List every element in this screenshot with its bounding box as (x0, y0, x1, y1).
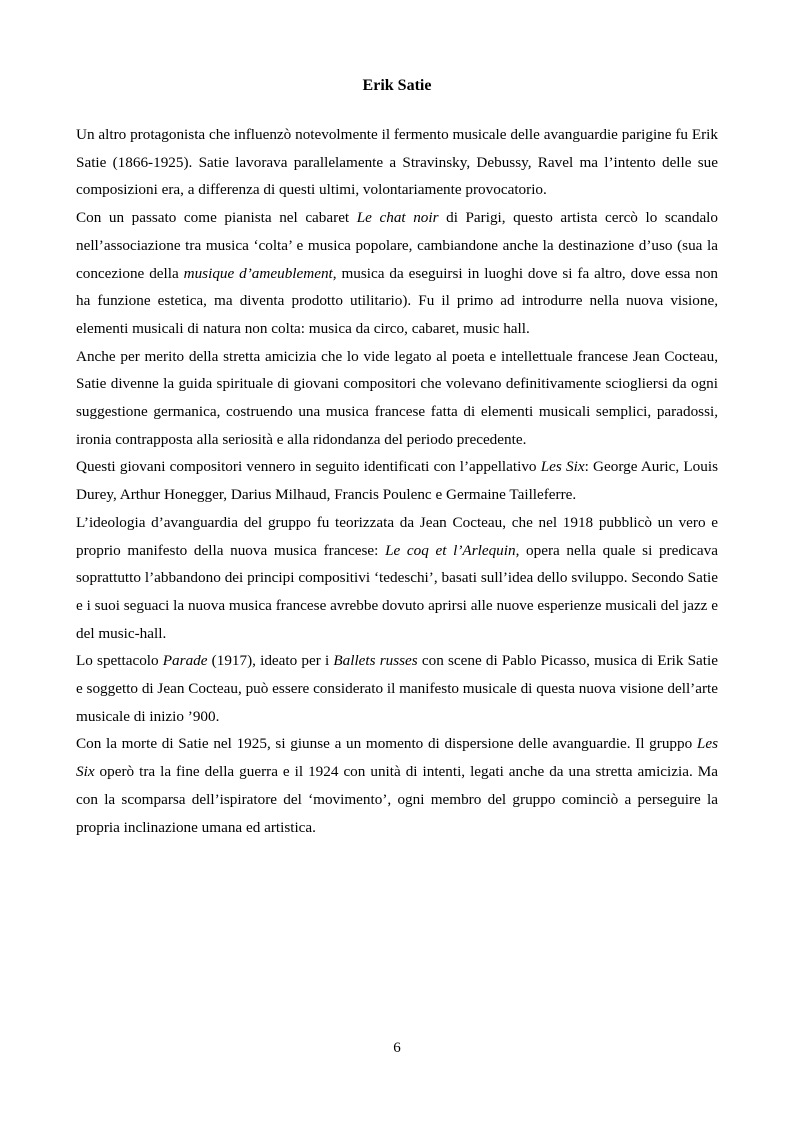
paragraph-7 (76, 730, 718, 841)
italic-title-text: Parade (162, 652, 208, 670)
paragraph-text: , opera nella quale si predicava soprattutto l’abbandono dei principi compositivi ‘tedeschi’, basati sull’idea dello sviluppo. Secondo Satie e i suoi seguaci la nuova musica francese avrebbe dovuto aprirsi alle nuove esperienze musicali del jazz e del music-hall. (76, 541, 718, 642)
paragraph-text: L’ideologia d’avanguardia del gruppo fu teorizzata da Jean Cocteau, che nel 1918 pubblicò un vero e proprio manifesto della nuova musica francese: (76, 513, 718, 559)
paragraph-text: (1917), ideato per i (207, 652, 334, 670)
paragraph-text: Anche per merito della stretta amicizia che lo vide legato al poeta e intellettuale francese Jean Cocteau, Satie divenne la guida spirituale di giovani compositori che volevano definitivamente sciogliersi da ogni suggestione germanica, costruendo una musica francese fatta di elementi musicali semplici, paradossi, ironia contrapposta alla seriosità e alla ridondanza del periodo precedente. (76, 347, 718, 448)
italic-title-text: Le chat noir (356, 209, 439, 227)
paragraph-text: con scene di Pablo Picasso, musica di Erik Satie e soggetto di Jean Cocteau, può essere considerato il manifesto musicale di questa nuova visione dell’arte musicale di inizio ’900. (76, 652, 718, 725)
italic-title-text: Les Six (540, 458, 585, 476)
paragraph-text: operò tra la fine della guerra e il 1924 con unità di intenti, legati anche da una stretta amicizia. Ma con la scomparsa dell’ispiratore del ‘movimento’, ogni membro del gruppo cominciò a perseguire la propria inclinazione umana ed artistica. (76, 763, 718, 836)
paragraph-text: , musica da eseguirsi in luoghi dove si fa altro, dove essa non ha funzione estetica, ma diventa prodotto utilitario). Fu il primo ad introdurre nella nuova visione, elementi musicali di natura non colta: musica da circo, cabaret, music hall. (76, 264, 719, 337)
paragraph-3 (76, 343, 718, 454)
italic-title-text: musique d’ameublement (183, 264, 333, 282)
paragraph-5 (76, 509, 718, 648)
paragraph-text: Con un passato come pianista nel cabaret (76, 209, 357, 227)
paragraph-text: Un altro protagonista che influenzò notevolmente il fermento musicale delle avanguardie parigine fu Erik Satie (1866-1925). Satie lavorava parallelamente a Stravinsky, Debussy, Ravel ma l’intento delle sue composizioni era, a differenza di questi ultimi, volontariamente provocatorio. (76, 126, 718, 199)
paragraph-text: Con la morte di Satie nel 1925, si giunse a un momento di dispersione delle avanguardie. Il gruppo (76, 735, 697, 753)
body-text (76, 121, 718, 841)
italic-title-text: Le coq et l’Arlequin (385, 541, 516, 559)
italic-title-text: Les Six (76, 735, 718, 781)
paragraph-2 (76, 204, 718, 343)
paragraph-6 (76, 647, 718, 730)
paragraph-text: : George Auric, Louis Durey, Arthur Honegger, Darius Milhaud, Francis Poulenc e Germaine Tailleferre. (76, 458, 718, 504)
paragraph-text: Lo spettacolo (76, 652, 163, 670)
paragraph-4 (76, 453, 718, 508)
page-title: Erik Satie (362, 77, 432, 94)
paragraph-1 (76, 121, 718, 204)
italic-title-text: Ballets russes (333, 652, 418, 670)
page-number: 6 (393, 1040, 401, 1056)
paragraph-text: di Parigi, questo artista cercò lo scandalo nell’associazione tra musica ‘colta’ e musica popolare, cambiandone anche la destinazione d’uso (sua la concezione della (76, 209, 718, 282)
paragraph-text: Questi giovani compositori vennero in seguito identificati con l’appellativo (76, 458, 541, 476)
